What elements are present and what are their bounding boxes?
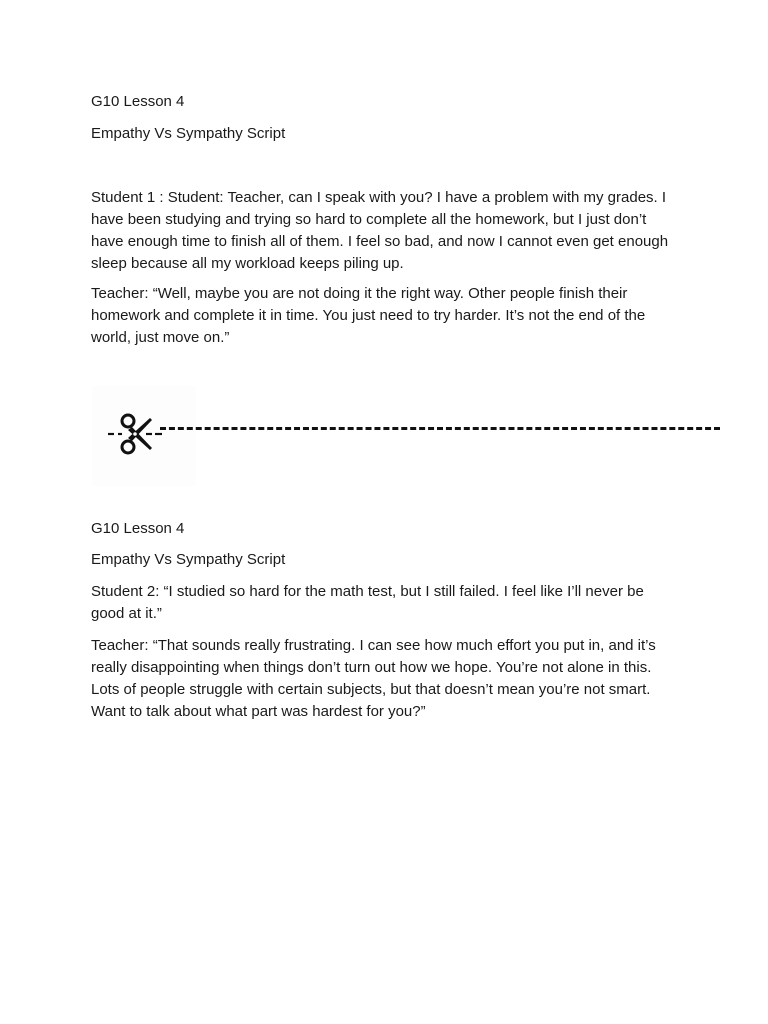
cut-dashed-line <box>160 427 720 430</box>
teacher-2-paragraph: Teacher: “That sounds really frustrating. I can see how much effort you put in, and it’s really disappointing when things don’t turn out how we hope. You’re not alone in this. Lots of people struggle with certain subjects, but that doesn’t mean you’re not smart. Want to talk about what part was hardest for you?” <box>91 637 656 720</box>
lesson-heading-1: G10 Lesson 4 <box>91 93 185 110</box>
scissors-icon <box>106 408 164 456</box>
script-title-1: Empathy Vs Sympathy Script <box>91 125 286 142</box>
script-title-2: Empathy Vs Sympathy Script <box>91 551 286 568</box>
student-2-paragraph: Student 2: “I studied so hard for the math test, but I still failed. I feel like I’ll never be good at it.” <box>91 583 644 622</box>
student-1-paragraph: Student 1 : Student: Teacher, can I speak with you? I have a problem with my grades. I have been studying and trying so hard to complete all the homework, but I just don’t have enough time to finish all of them. I feel so bad, and now I cannot even get enough sleep because all my workload keeps piling up. <box>91 189 669 272</box>
lesson-heading-2: G10 Lesson 4 <box>91 520 185 537</box>
teacher-1-paragraph: Teacher: “Well, maybe you are not doing it the right way. Other people finish their homework and complete it in time. You just need to try harder. It’s not the end of the world, just move on.” <box>91 285 646 346</box>
